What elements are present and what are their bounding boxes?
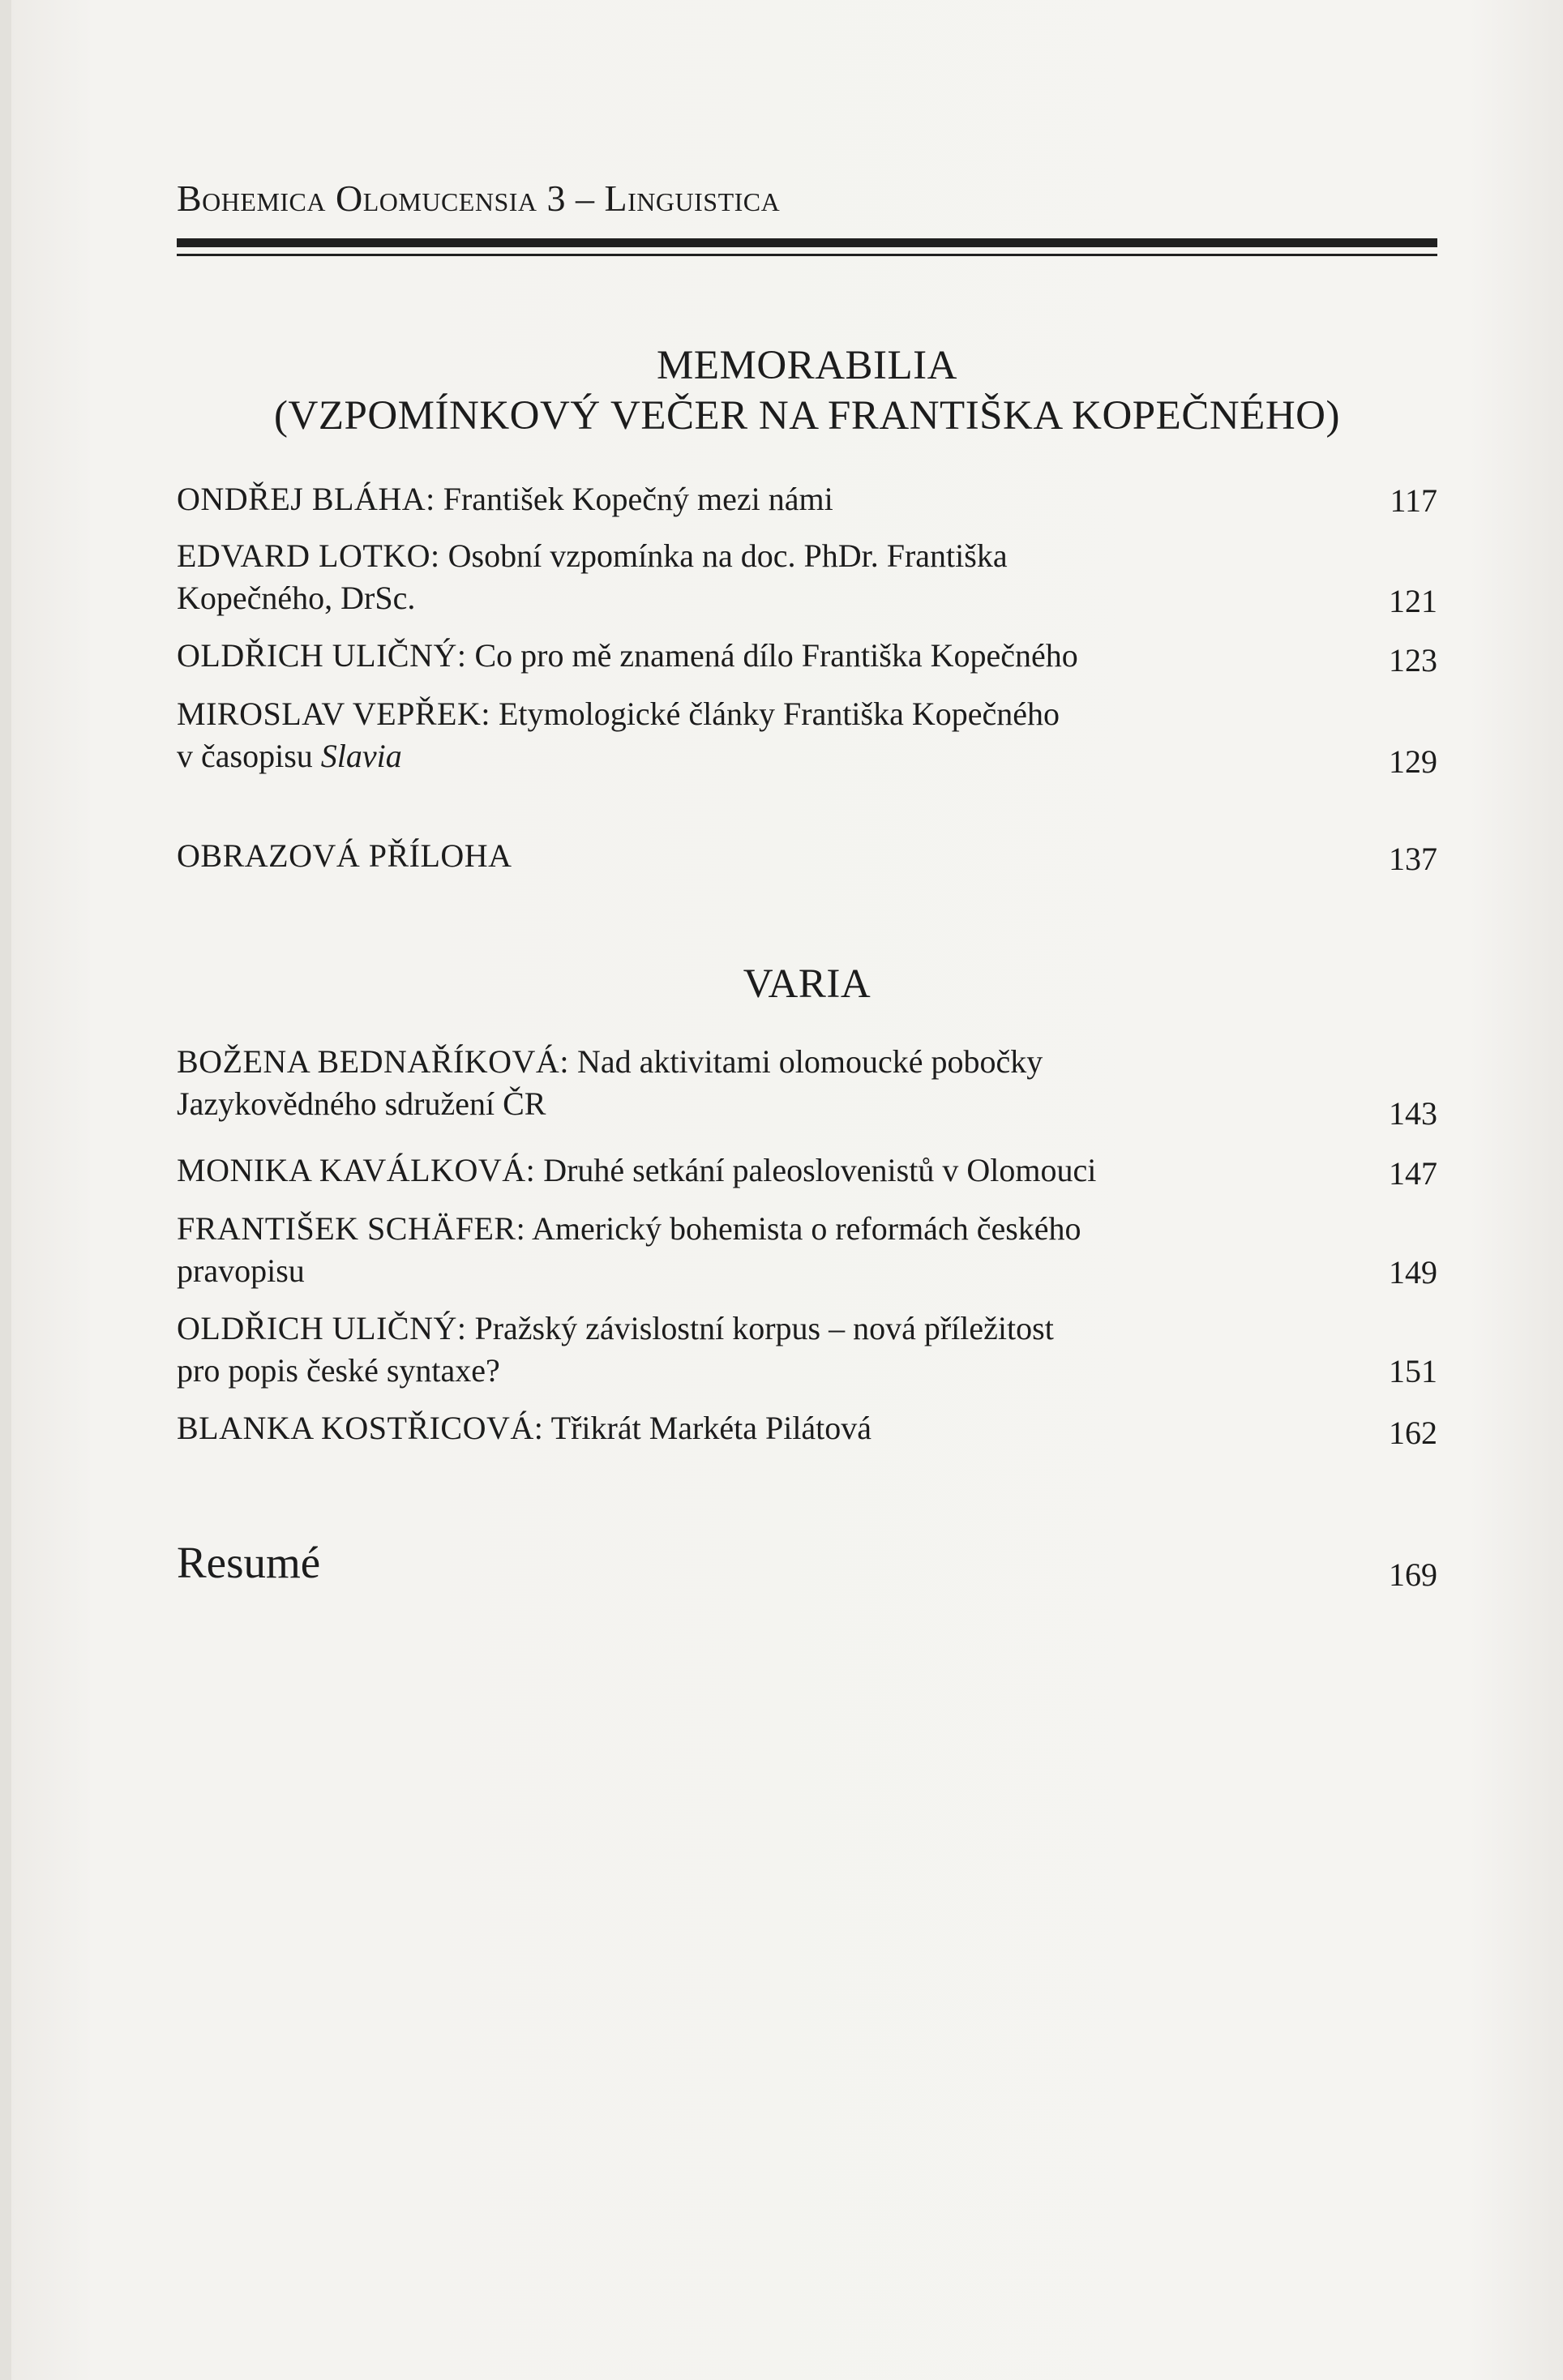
entry-title-line2: Jazykovědného sdružení ČR — [177, 1085, 546, 1122]
entry-title-line1: Americký bohemista o reformách českého — [532, 1210, 1081, 1247]
toc-entry-veprek — [177, 693, 1328, 777]
header-series: Linguistica — [604, 178, 781, 219]
resume-page-number: 169 — [1389, 1556, 1437, 1593]
toc-entry-lotko — [177, 535, 1328, 619]
memorabilia-title: MEMORABILIA — [657, 343, 957, 388]
entry-page-number: 147 — [1389, 1155, 1437, 1192]
toc-entry-kostricova — [177, 1407, 1328, 1449]
entry-page-number: 137 — [1389, 841, 1437, 877]
entry-title-line2: pravopisu — [177, 1252, 305, 1289]
entry-title: Třikrát Markéta Pilátová — [550, 1410, 872, 1446]
entry-title-line2: Kopečného, DrSc. — [177, 580, 416, 616]
entry-author: MONIKA KAVÁLKOVÁ: — [177, 1152, 536, 1188]
header-dash: – — [576, 178, 595, 219]
varia-title: VARIA — [743, 961, 871, 1007]
entry-author: EDVARD LOTKO: — [177, 537, 440, 574]
entry-title-journal: Slavia — [320, 738, 402, 774]
running-header — [177, 177, 780, 220]
entry-page-number: 149 — [1389, 1254, 1437, 1291]
toc-entry-obrazova-priloha — [177, 835, 1328, 877]
header-olomucensia: Olomucensia — [336, 178, 537, 219]
entry-author: OLDŘICH ULIČNÝ: — [177, 1310, 467, 1346]
entry-page-number: 123 — [1389, 642, 1437, 678]
entry-page-number: 162 — [1389, 1415, 1437, 1451]
entry-title-line1: Pražský závislostní korpus – nová příležitost — [474, 1310, 1054, 1346]
toc-entry-schafer — [177, 1208, 1328, 1292]
entry-author: OLDŘICH ULIČNÝ: — [177, 637, 467, 674]
entry-author: ONDŘEJ BLÁHA: — [177, 481, 435, 517]
entry-author: MIROSLAV VEPŘEK: — [177, 696, 490, 732]
toc-entry-ulicny-2 — [177, 1308, 1328, 1392]
toc-entry-blaha — [177, 478, 1328, 520]
entry-title: Druhé setkání paleoslovenistů v Olomouci — [543, 1152, 1097, 1188]
memorabilia-subtitle: (VZPOMÍNKOVÝ VEČER NA FRANTIŠKA KOPEČNÉHO) — [274, 393, 1340, 439]
page-edge-shadow — [0, 0, 11, 2380]
entry-author: FRANTIŠEK SCHÄFER: — [177, 1210, 526, 1247]
entry-title: Co pro mě znamená dílo Františka Kopečného — [474, 637, 1078, 674]
entry-title-line1: Nad aktivitami olomoucké pobočky — [576, 1043, 1043, 1080]
toc-entry-kavalkova — [177, 1149, 1328, 1192]
entry-title-line1: Etymologické články Františka Kopečného — [498, 696, 1060, 732]
entry-page-number: 143 — [1389, 1095, 1437, 1132]
header-rule-thick — [177, 238, 1437, 247]
entry-title: František Kopečný mezi námi — [443, 481, 833, 517]
entry-title-line1: Osobní vzpomínka na doc. PhDr. Františka — [447, 537, 1008, 574]
entry-page-number: 151 — [1389, 1353, 1437, 1389]
entry-label: OBRAZOVÁ PŘÍLOHA — [177, 837, 512, 874]
entry-page-number: 117 — [1390, 482, 1437, 519]
toc-entry-bednarikova — [177, 1041, 1328, 1125]
entry-title-line2-prefix: v časopisu — [177, 738, 313, 774]
toc-entry-ulicny-1 — [177, 635, 1328, 677]
header-volume: 3 — [546, 178, 567, 219]
header-bohemica: Bohemica — [177, 178, 327, 219]
entry-title-line2: pro popis české syntaxe? — [177, 1352, 500, 1389]
header-rule-thin — [177, 254, 1437, 256]
resume-heading: Resumé — [177, 1538, 321, 1587]
entry-author: BOŽENA BEDNAŘÍKOVÁ: — [177, 1043, 569, 1080]
entry-page-number: 129 — [1389, 743, 1437, 780]
entry-page-number: 121 — [1389, 583, 1437, 619]
entry-author: BLANKA KOSTŘICOVÁ: — [177, 1410, 544, 1446]
